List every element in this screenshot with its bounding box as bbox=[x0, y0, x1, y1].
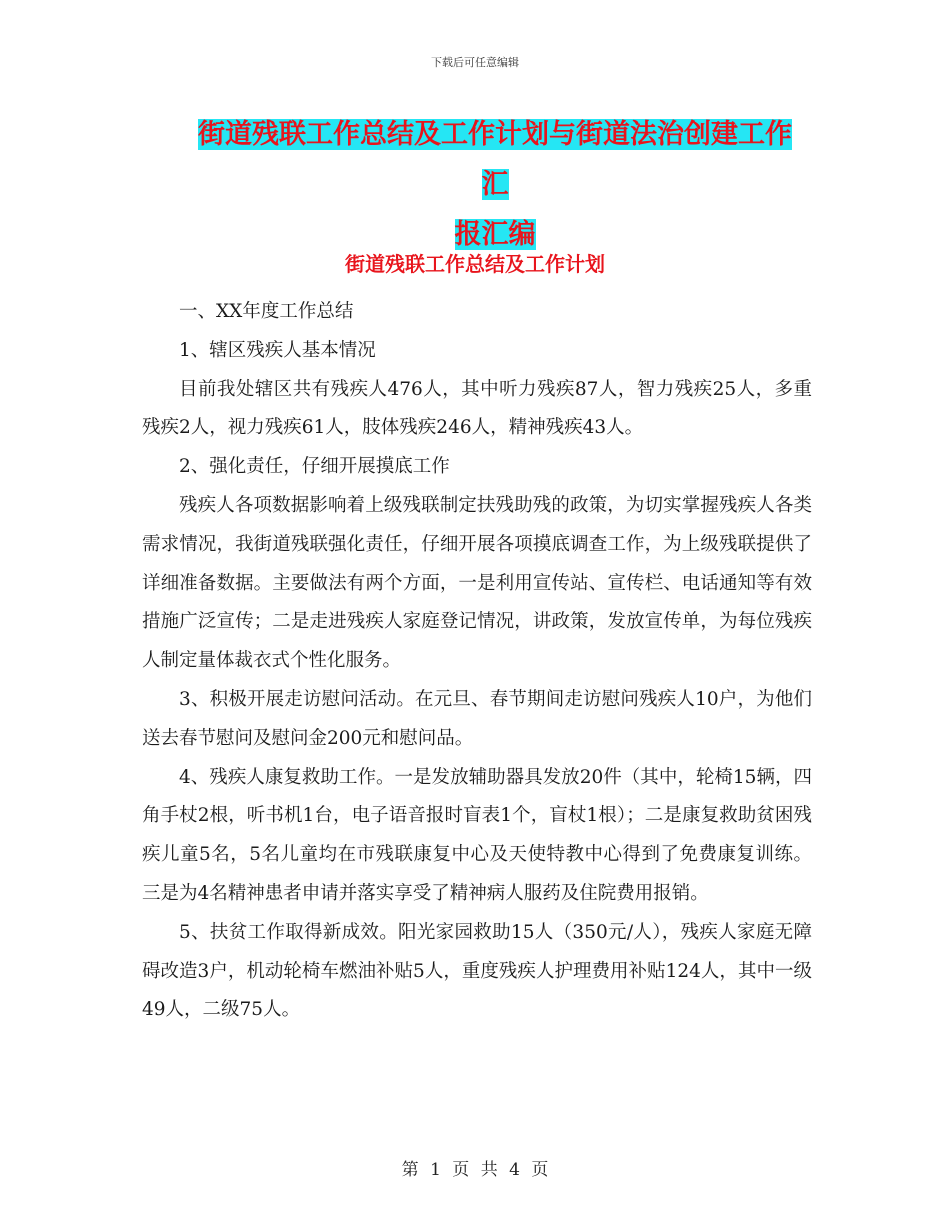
paragraph-disability-stats: 目前我处辖区共有残疾人476人，其中听力残疾87人，智力残疾25人，多重残疾2人，视力残疾61人，肢体残疾246人，精神残疾43人。 bbox=[142, 378, 812, 439]
subheading-basic-situation: 1、辖区残疾人基本情况 bbox=[179, 339, 376, 361]
section-title: 街道残联工作总结及工作计划 bbox=[345, 252, 605, 276]
document-title bbox=[185, 110, 805, 260]
page-number: 第 1 页 共 4 页 bbox=[401, 1160, 549, 1180]
heading-annual-summary: 一、XX年度工作总结 bbox=[179, 301, 354, 322]
paragraph-survey-work: 残疾人各项数据影响着上级残联制定扶残助残的政策，为切实掌握残疾人各类需求情况，我街道残联强化责任，仔细开展各项摸底调查工作，为上级残联提供了详细准备数据。主要做法有两个方面，一是利用宣传站、宣传栏、电话通知等有效措施广泛宣传；二是走进残疾人家庭登记情况，讲政策，发放宣传单，为每位残疾人制定量体裁衣式个性化服务。 bbox=[142, 494, 812, 672]
paragraph-visits: 3、积极开展走访慰问活动。在元旦、春节期间走访慰问残疾人10户，为他们送去春节慰问及慰问金200元和慰问品。 bbox=[142, 688, 812, 749]
subheading-responsibility: 2、强化责任，仔细开展摸底工作 bbox=[179, 456, 450, 478]
header-note: 下载后可任意编辑 bbox=[431, 56, 519, 69]
document-body bbox=[142, 293, 812, 1030]
document-title-line-2: 报汇编 bbox=[454, 219, 536, 250]
paragraph-rehabilitation: 4、残疾人康复救助工作。一是发放辅助器具发放20件（其中，轮椅15辆，四角手杖2根，听书机1台，电子语音报时盲表1个，盲杖1根）；二是康复救助贫困残疾儿童5名，5名儿童均在市残联康复中心及天使特教中心得到了免费康复训练。三是为4名精神患者申请并落实享受了精神病人服药及住院费用报销。 bbox=[142, 766, 812, 904]
paragraph-poverty-relief: 5、扶贫工作取得新成效。阳光家园救助15人（350元/人），残疾人家庭无障碍改造3户，机动轮椅车燃油补贴5人，重度残疾人护理费用补贴124人，其中一级49人，二级75人。 bbox=[142, 921, 812, 1021]
document-title-line-1: 街道残联工作总结及工作计划与街道法治创建工作汇 bbox=[198, 119, 792, 200]
